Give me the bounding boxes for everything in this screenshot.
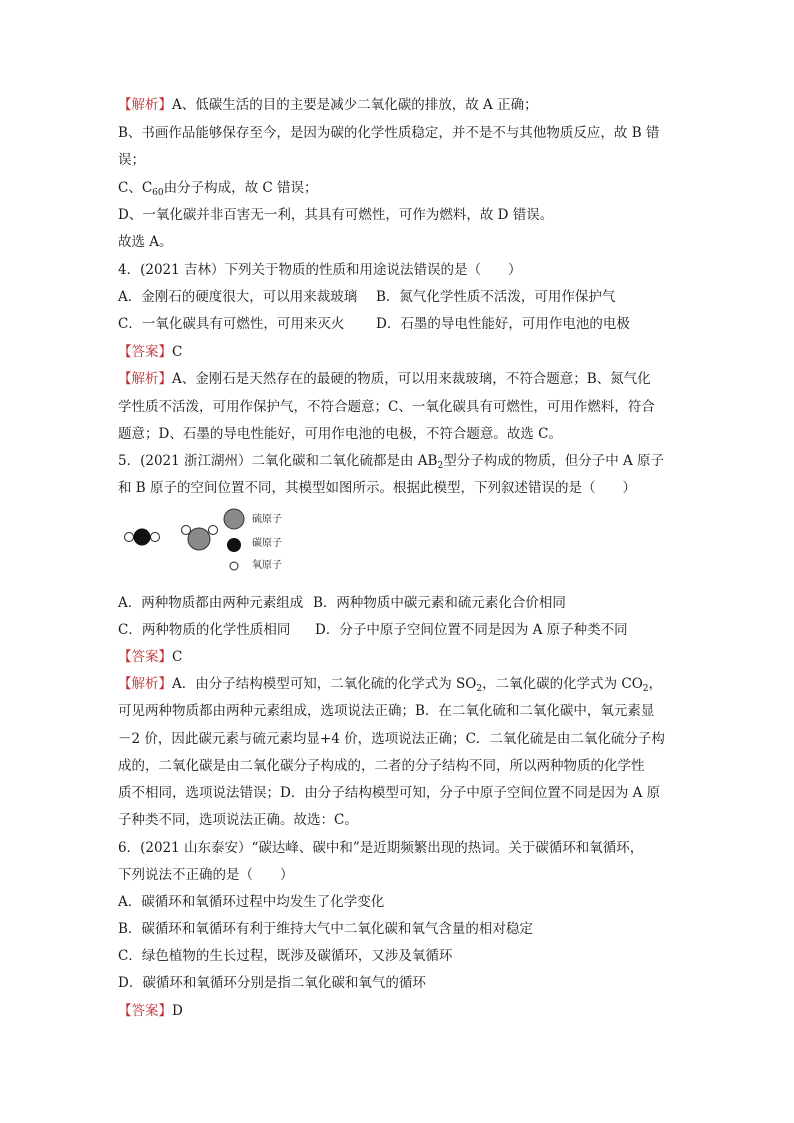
q6-option-a: A．碳循环和氧循环过程中均发生了化学变化: [118, 894, 385, 910]
q5-option-b: B．两种物质中碳元素和硫元素化合价相同: [313, 595, 566, 611]
q3-analysis-line-5: D、一氧化碳并非百害无一利，其具有可燃性，可作为燃料，故 D 错误。: [118, 207, 554, 223]
q5-answer: 【答案】C: [118, 649, 183, 665]
q4-option-c: C．一氧化碳具有可燃性，可用来灭火: [118, 316, 345, 332]
sulfur-atom: [188, 528, 210, 550]
q5-analysis-line-3: －2 价，因此碳元素与硫元素均显+4 价，选项说法正确；C．二氧化硫是由二氧化硫分子构: [118, 731, 665, 747]
q6-option-b: B．碳循环和氧循环有利于维持大气中二氧化碳和氧气含量的相对稳定: [118, 921, 533, 937]
legend-oxygen-label: 氧原子: [252, 560, 282, 571]
q5-analysis-line-4: 成的，二氧化碳是由二氧化碳分子构成的，二者的分子结构不同，所以两种物质的化学性: [118, 758, 645, 774]
q5-stem-line-2: 和 B 原子的空间位置不同，其模型如图所示。根据此模型，下列叙述错误的是（ ）: [118, 480, 637, 496]
sulfur-legend-icon: [224, 509, 244, 529]
oxygen-atom: [209, 526, 218, 535]
q4-analysis-line-3: 题意；D、石墨的导电性能好，可用作电池的电极，不符合题意。故选 C。: [118, 426, 562, 442]
q3-analysis-line-6: 故选 A。: [118, 234, 173, 250]
q4-option-a: A．金刚石的硬度很大，可以用来裁玻璃: [118, 289, 358, 305]
carbon-legend-icon: [227, 538, 241, 552]
oxygen-legend-icon: [230, 562, 238, 570]
legend-sulfur-label: 硫原子: [252, 514, 282, 525]
answer-tag: 【答案】: [118, 344, 172, 360]
q5-analysis-line-6: 子种类不同，选项说法正确。故选：C。: [118, 812, 358, 828]
q4-option-b: B．氮气化学性质不活泼，可用作保护气: [376, 289, 616, 305]
q6-stem-line-2: 下列说法不正确的是（ ）: [118, 867, 294, 883]
q6-option-c: C．绿色植物的生长过程，既涉及碳循环，又涉及氧循环: [118, 948, 453, 964]
q4-option-d: D．石墨的导电性能好，可用作电池的电极: [376, 316, 630, 332]
q6-answer: 【答案】D: [118, 1003, 183, 1019]
answer-tag: 【答案】: [118, 1003, 172, 1019]
q3-analysis-line-3: 误；: [118, 152, 145, 168]
q5-option-c: C．两种物质的化学性质相同: [118, 622, 291, 638]
q4-answer: 【答案】C: [118, 344, 183, 360]
q4-analysis-line-1: 【解析】A、金刚石是天然存在的最硬的物质，可以用来裁玻璃，不符合题意；B、氮气化: [118, 371, 651, 387]
q3-analysis-line-4: C、$C_{60}$由分子构成，故 C 错误；: [118, 180, 318, 198]
q3-analysis-line-1: 【解析】A、低碳生活的目的主要是减少二氧化碳的排放，故 A 正确；: [118, 97, 538, 113]
q5-analysis-line-1: 【解析】A．由分子结构模型可知，二氧化硫的化学式为 $SO_2$，二氧化碳的化学式为 $CO_2$，: [118, 676, 663, 694]
q5-option-d: D．分子中原子空间位置不同是因为 A 原子种类不同: [315, 622, 628, 638]
analysis-tag: 【解析】: [118, 371, 172, 387]
q5-analysis-line-5: 质不相同，选项说法错误；D．由分子结构模型可知，分子中原子空间位置不同是因为 A 原: [118, 785, 661, 801]
q4-analysis-line-2: 学性质不活泼，可用作保护气，不符合题意；C、一氧化碳具有可燃性，可用作燃料，符合: [118, 399, 655, 415]
q5-option-a: A．两种物质都由两种元素组成: [118, 595, 304, 611]
atom-legend-icons: [222, 505, 248, 575]
q6-option-d: D．碳循环和氧循环分别是指二氧化碳和氧气的循环: [118, 975, 426, 991]
oxygen-atom: [151, 533, 160, 542]
analysis-tag: 【解析】: [118, 97, 172, 113]
analysis-tag: 【解析】: [118, 676, 172, 692]
legend-carbon-label: 碳原子: [252, 538, 282, 549]
oxygen-atom: [125, 533, 134, 542]
q5-analysis-line-2: 可见两种物质都由两种元素组成，选项说法正确；B．在二氧化硫和二氧化碳中，氧元素显: [118, 703, 655, 719]
q5-stem-line-1: 5．(2021 浙江湖州）二氧化碳和二氧化硫都是由 $AB_2$型分子构成的物质，但分子中 A 原子: [118, 453, 665, 471]
q6-stem-line-1: 6．(2021 山东泰安）“碳达峰、碳中和”是近期频繁出现的热词。关于碳循环和氧循环，: [118, 840, 644, 856]
answer-tag: 【答案】: [118, 649, 172, 665]
carbon-atom: [134, 529, 150, 545]
q4-stem: 4．(2021 吉林）下列关于物质的性质和用途说法错误的是（ ）: [118, 262, 522, 278]
molecule-model-figure: [118, 505, 228, 575]
q3-analysis-line-2: B、书画作品能够保存至今，是因为碳的化学性质稳定，并不是不与其他物质反应，故 B 错: [118, 125, 660, 141]
